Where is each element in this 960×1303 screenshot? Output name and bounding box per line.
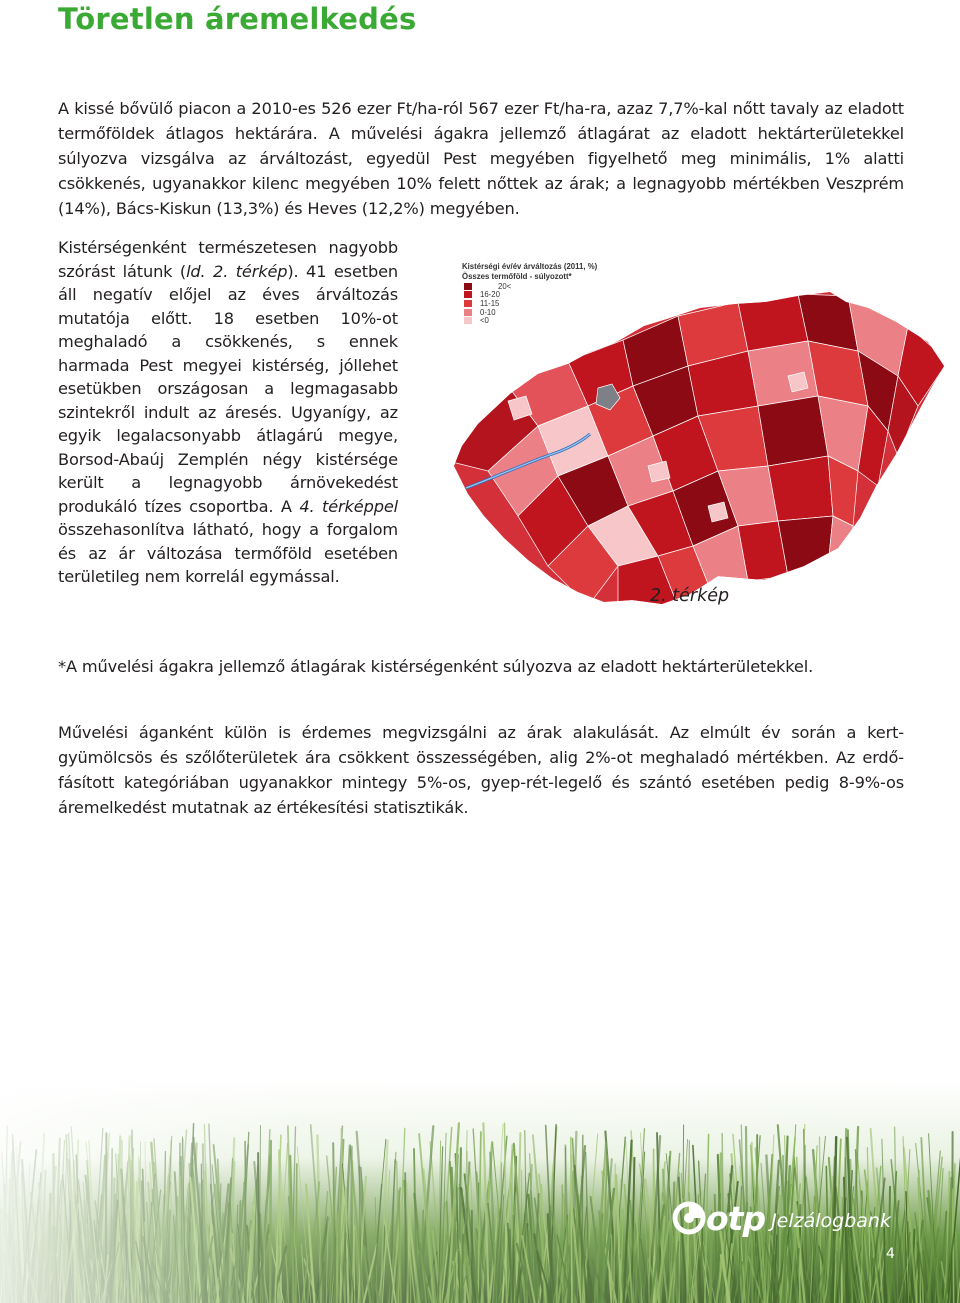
legend-swatch: [464, 283, 472, 290]
legend-item: [464, 308, 602, 317]
legend-label: <0: [480, 316, 489, 326]
legend-item: [464, 282, 602, 291]
legend-swatch: [464, 291, 472, 298]
legend-swatch: [464, 300, 472, 307]
legend-label: 0-10: [480, 307, 496, 317]
map-reference: ld. 2. térkép: [186, 261, 288, 281]
legend-item: [464, 299, 602, 308]
map-legend: [462, 262, 602, 334]
legend-label: 16-20: [480, 290, 500, 300]
footnote: *A művelési ágakra jellemző átlagárak kistérségenként súlyozva az eladott hektárterületekkel.: [58, 657, 814, 676]
map-description-paragraph: [58, 236, 398, 589]
logo-name: Jelzálogbank: [771, 1210, 891, 1232]
paragraph-text: Kistérségenként természetesen nagyobb szórást látunk (: [58, 238, 398, 281]
logo-brand: otp: [706, 1198, 766, 1238]
otp-logo-icon: [672, 1201, 706, 1235]
legend-swatch: [464, 309, 472, 316]
legend-swatch: [464, 317, 472, 324]
page-number: 4: [886, 1246, 895, 1262]
legend-item: [464, 316, 602, 325]
map-reference: 4. térképpel: [299, 496, 399, 516]
legend-item: [464, 291, 602, 300]
legend-title: Kistérségi év/év árváltozás (2011, %): [462, 262, 598, 271]
paragraph-text: összehasonlítva látható, hogy a forgalom és az ár változása termőföld esetében területileg nem korrelál egymással.: [58, 520, 398, 586]
legend-label: 20<: [498, 281, 512, 291]
legend-subtitle: Összes termőföld - súlyozott*: [462, 272, 572, 281]
otp-logo: [672, 1196, 891, 1240]
page-title: Töretlen áremelkedés: [58, 2, 417, 36]
closing-paragraph: Művelési áganként külön is érdemes megvizsgálni az árak alakulását. Az elmúlt év során a kert-gyümölcsös és szőlőterületek ára csökkent összességében, alig 2%-ot meghaladó mértékben. Az erdő-fásított kategóriában ugyanakkor mintegy 5%-os, gyep-rét-legelő és szántó esetében pedig 8-9%-os áremelkedést mutatnak az értékesítési statisztikák.: [58, 723, 904, 817]
paragraph-text: ). 41 esetben áll negatív előjel az éves árváltozás mutatója előtt. 18 esetben 10%-ot meghaladó a csökkenés, s ennek harmada Pest megyei kistérség, jóllehet esetükben országosan a legmagasabb szintekről indult az áresés. Ugyanígy, az egyik legalacsonyabb átlagárú megye, Borsod-Abaúj Zemplén négy kistérsége került a legnagyobb árnövekedést produkáló tízes csoportba. A: [58, 261, 398, 516]
legend-label: 11-15: [480, 298, 500, 308]
map-caption: 2. térkép: [650, 586, 730, 606]
grass-decoration: [0, 1080, 960, 1303]
intro-paragraph: A kissé bővülő piacon a 2010-es 526 ezer Ft/ha-ról 567 ezer Ft/ha-ra, azaz 7,7%-kal nőtt tavaly az eladott termőföldek átlagos hektárára. A művelési ágakra jellemző átlagárat az eladott hektárterületekkel súlyozva vizsgálva az árváltozást, egyedül Pest megyében figyelhető meg minimális, 1% alatti csökkenés, ugyanakkor kilenc megyében 10% felett nőttek az árak; a legnagyobb mértékben Veszprém (14%), Bács-Kiskun (13,3%) és Heves (12,2%) megyében.: [58, 99, 904, 218]
